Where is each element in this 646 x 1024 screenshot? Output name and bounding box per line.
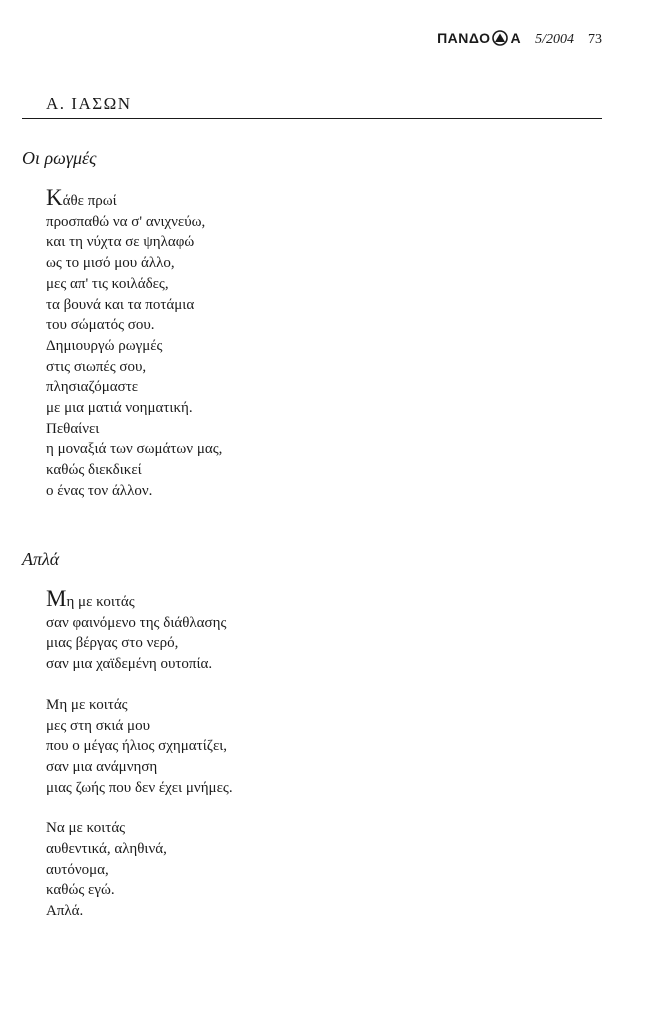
poem-line: πλησιαζόμαστε [46,379,139,396]
poem-line: αυτόνομα, [46,861,109,878]
poem-line: στις σιωπές σου, [46,358,147,375]
header-rule [22,118,602,119]
poem-line: τα βουνά και τα ποτάμια [46,296,195,313]
poem-line: σαν μια χαϊδεμένη ουτοπία. [46,656,213,673]
poem-line: Απλά. [46,903,84,920]
poem-line: σαν φαινόμενο της διάθλασης [46,614,227,631]
magazine-name-right: Α [510,30,522,46]
poem-line: και τη νύχτα σε ψηλαφώ [46,234,195,251]
poem-title-1: Οι ρωγμές [22,148,97,168]
poem-line: ο ένας τον άλλον. [46,482,153,499]
drop-initial: Κ [46,185,63,210]
poem-first-line: Μη με κοιτάς [46,586,135,611]
running-header [437,30,602,48]
poem-line: μιας ζωής που δεν έχει μνήμες. [46,779,233,796]
poem-line: του σώματός σου. [46,317,155,334]
magazine-name-left: ΠΑΝΔΟ [437,30,491,46]
poem-line: Μη με κοιτάς [46,696,128,713]
poem-line: που ο μέγας ήλιος σχηματίζει, [46,738,228,755]
drop-initial: Μ [46,586,67,611]
poem-line: προσπαθώ να σ' ανιχνεύω, [46,213,206,230]
stanza-break [46,675,233,695]
poem-first-line: Κάθε πρωί [46,185,117,210]
poem-line: μες στη σκιά μου [46,717,150,734]
stanza-break [46,798,233,818]
poem-line: με μια ματιά νοηματική. [46,400,193,417]
poem-line: η μοναξιά των σωμάτων μας, [46,441,223,458]
poem-line: Να με κοιτάς [46,820,126,837]
poem-line: καθώς εγώ. [46,882,115,899]
poem-line: μες απ' τις κοιλάδες, [46,275,169,292]
page-number: 73 [588,32,602,47]
poem-title-2: Απλά [22,549,60,569]
author-name: Α. ΙΑΣΩΝ [46,94,132,113]
issue-number: 5/2004 [535,32,574,47]
poem-body-1 [46,185,223,502]
poem-line: αυθεντικά, αληθινά, [46,841,167,858]
poem-line: Δημιουργώ ρωγμές [46,337,163,354]
poem-line: ως το μισό μου άλλο, [46,255,175,272]
pandora-logo-icon [491,30,509,46]
poem-line: καθώς διεκδικεί [46,462,142,479]
poem-line: Πεθαίνει [46,420,100,437]
magazine-name [437,30,521,46]
poem-line: σαν μια ανάμνηση [46,758,158,775]
poem-body-2 [46,586,233,922]
poem-line: μιας βέργας στο νερό, [46,635,179,652]
